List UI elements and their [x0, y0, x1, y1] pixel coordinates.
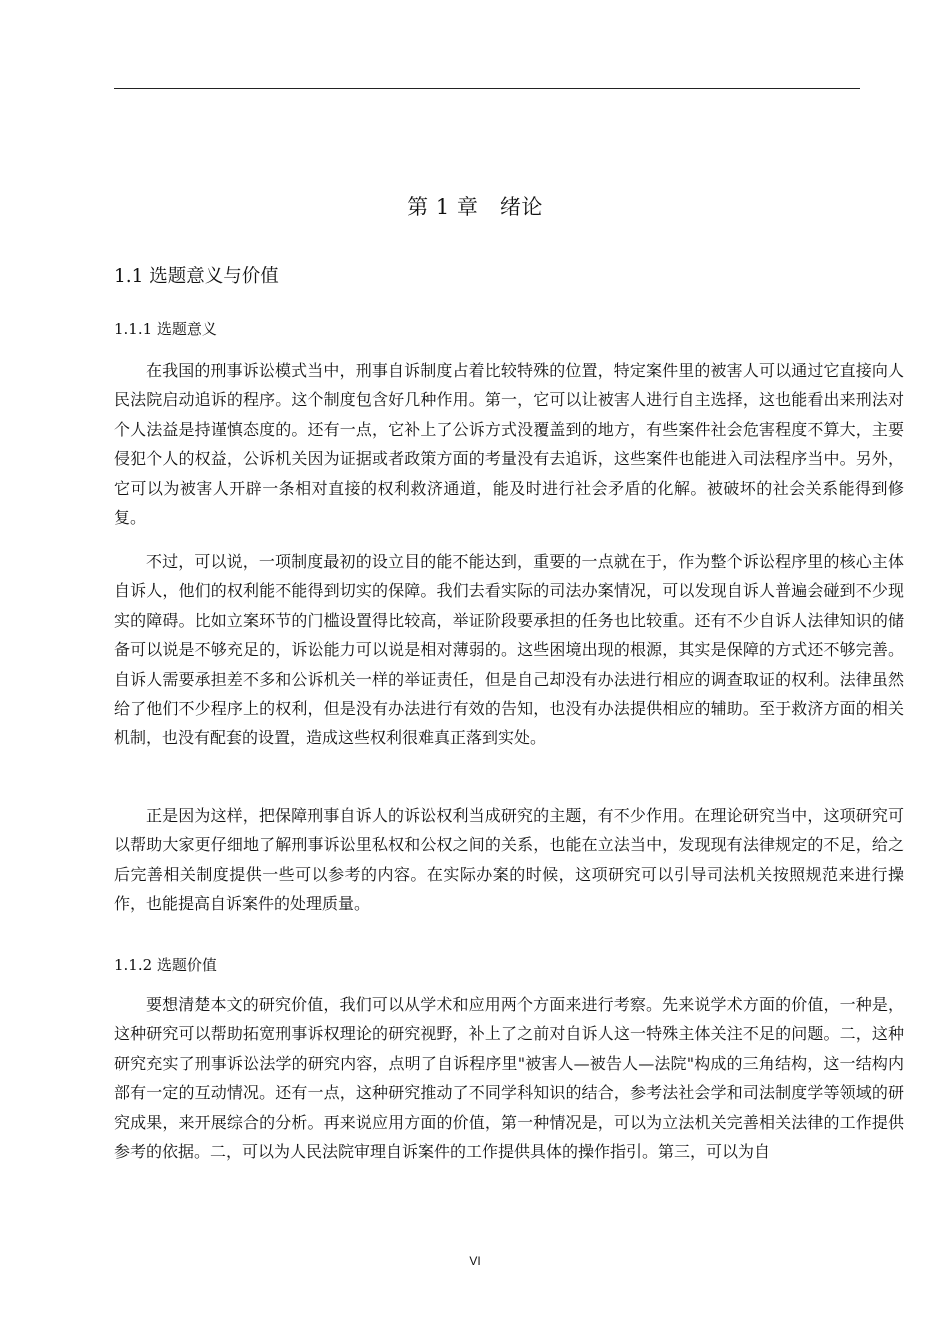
paragraph: 在我国的刑事诉讼模式当中，刑事自诉制度占着比较特殊的位置，特定案件里的被害人可以通过它直接向人民法院启动追诉的程序。这个制度包含好几种作用。第一，它可以让被害人进行自主选择，这也能看出来刑法对个人法益是持谨慎态度的。还有一点，它补上了公诉方式没覆盖到的地方，有些案件社会危害程度不算大，主要侵犯个人的权益，公诉机关因为证据或者政策方面的考量没有去追诉，这些案件也能进入司法程序当中。另外，它可以为被害人开辟一条相对直接的权利救济通道，能及时进行社会矛盾的化解。被破坏的社会关系能得到修复。 — [114, 361, 904, 528]
paragraph: 正是因为这样，把保障刑事自诉人的诉讼权利当成研究的主题，有不少作用。在理论研究当中，这项研究可以帮助大家更仔细地了解刑事诉讼里私权和公权之间的关系，也能在立法当中，发现现有法律规定的不足，给之后完善相关制度提供一些可以参考的内容。在实际办案的时候，这项研究可以引导司法机关按照规范来进行操作，也能提高自诉案件的处理质量。 — [114, 806, 904, 914]
header-rule — [114, 88, 860, 89]
subsection-heading-value: 1.1.2 选题价值 — [114, 956, 217, 974]
section-heading: 1.1 选题意义与价值 — [114, 266, 279, 287]
page-number: VI — [469, 1254, 481, 1268]
subsection-heading-meaning: 1.1.1 选题意义 — [114, 320, 217, 338]
paragraph: 要想清楚本文的研究价值，我们可以从学术和应用两个方面来进行考察。先来说学术方面的价值，一种是，这种研究可以帮助拓宽刑事诉权理论的研究视野，补上了之前对自诉人这一特殊主体关注不足的问题。二，这种研究充实了刑事诉讼法学的研究内容，点明了自诉程序里"被害人—被告人—法院"构成的三角结构，这一结构内部有一定的互动情况。还有一点，这种研究推动了不同学科知识的结合，参考法社会学和司法制度学等领域的研究成果，来开展综合的分析。再来说应用方面的价值，第一种情况是，可以为立法机关完善相关法律的工作提供参考的依据。二，可以为人民法院审理自诉案件的工作提供具体的操作指引。第三，可以为自 — [114, 995, 904, 1162]
paragraph: 不过，可以说，一项制度最初的设立目的能不能达到，重要的一点就在于，作为整个诉讼程序里的核心主体自诉人，他们的权利能不能得到切实的保障。我们去看实际的司法办案情况，可以发现自诉人普遍会碰到不少现实的障碍。比如立案环节的门槛设置得比较高，举证阶段要承担的任务也比较重。还有不少自诉人法律知识的储备可以说是不够充足的，诉讼能力可以说是相对薄弱的。这些困境出现的根源，其实是保障的方式还不够完善。自诉人需要承担差不多和公诉机关一样的举证责任，但是自己却没有办法进行相应的调查取证的权利。法律虽然给了他们不少程序上的权利，但是没有办法进行有效的告知，也没有办法提供相应的辅助。至于救济方面的相关机制，也没有配套的设置，造成这些权利很难真正落到实处。 — [114, 552, 904, 748]
chapter-title: 第 1 章 绪论 — [407, 195, 543, 219]
